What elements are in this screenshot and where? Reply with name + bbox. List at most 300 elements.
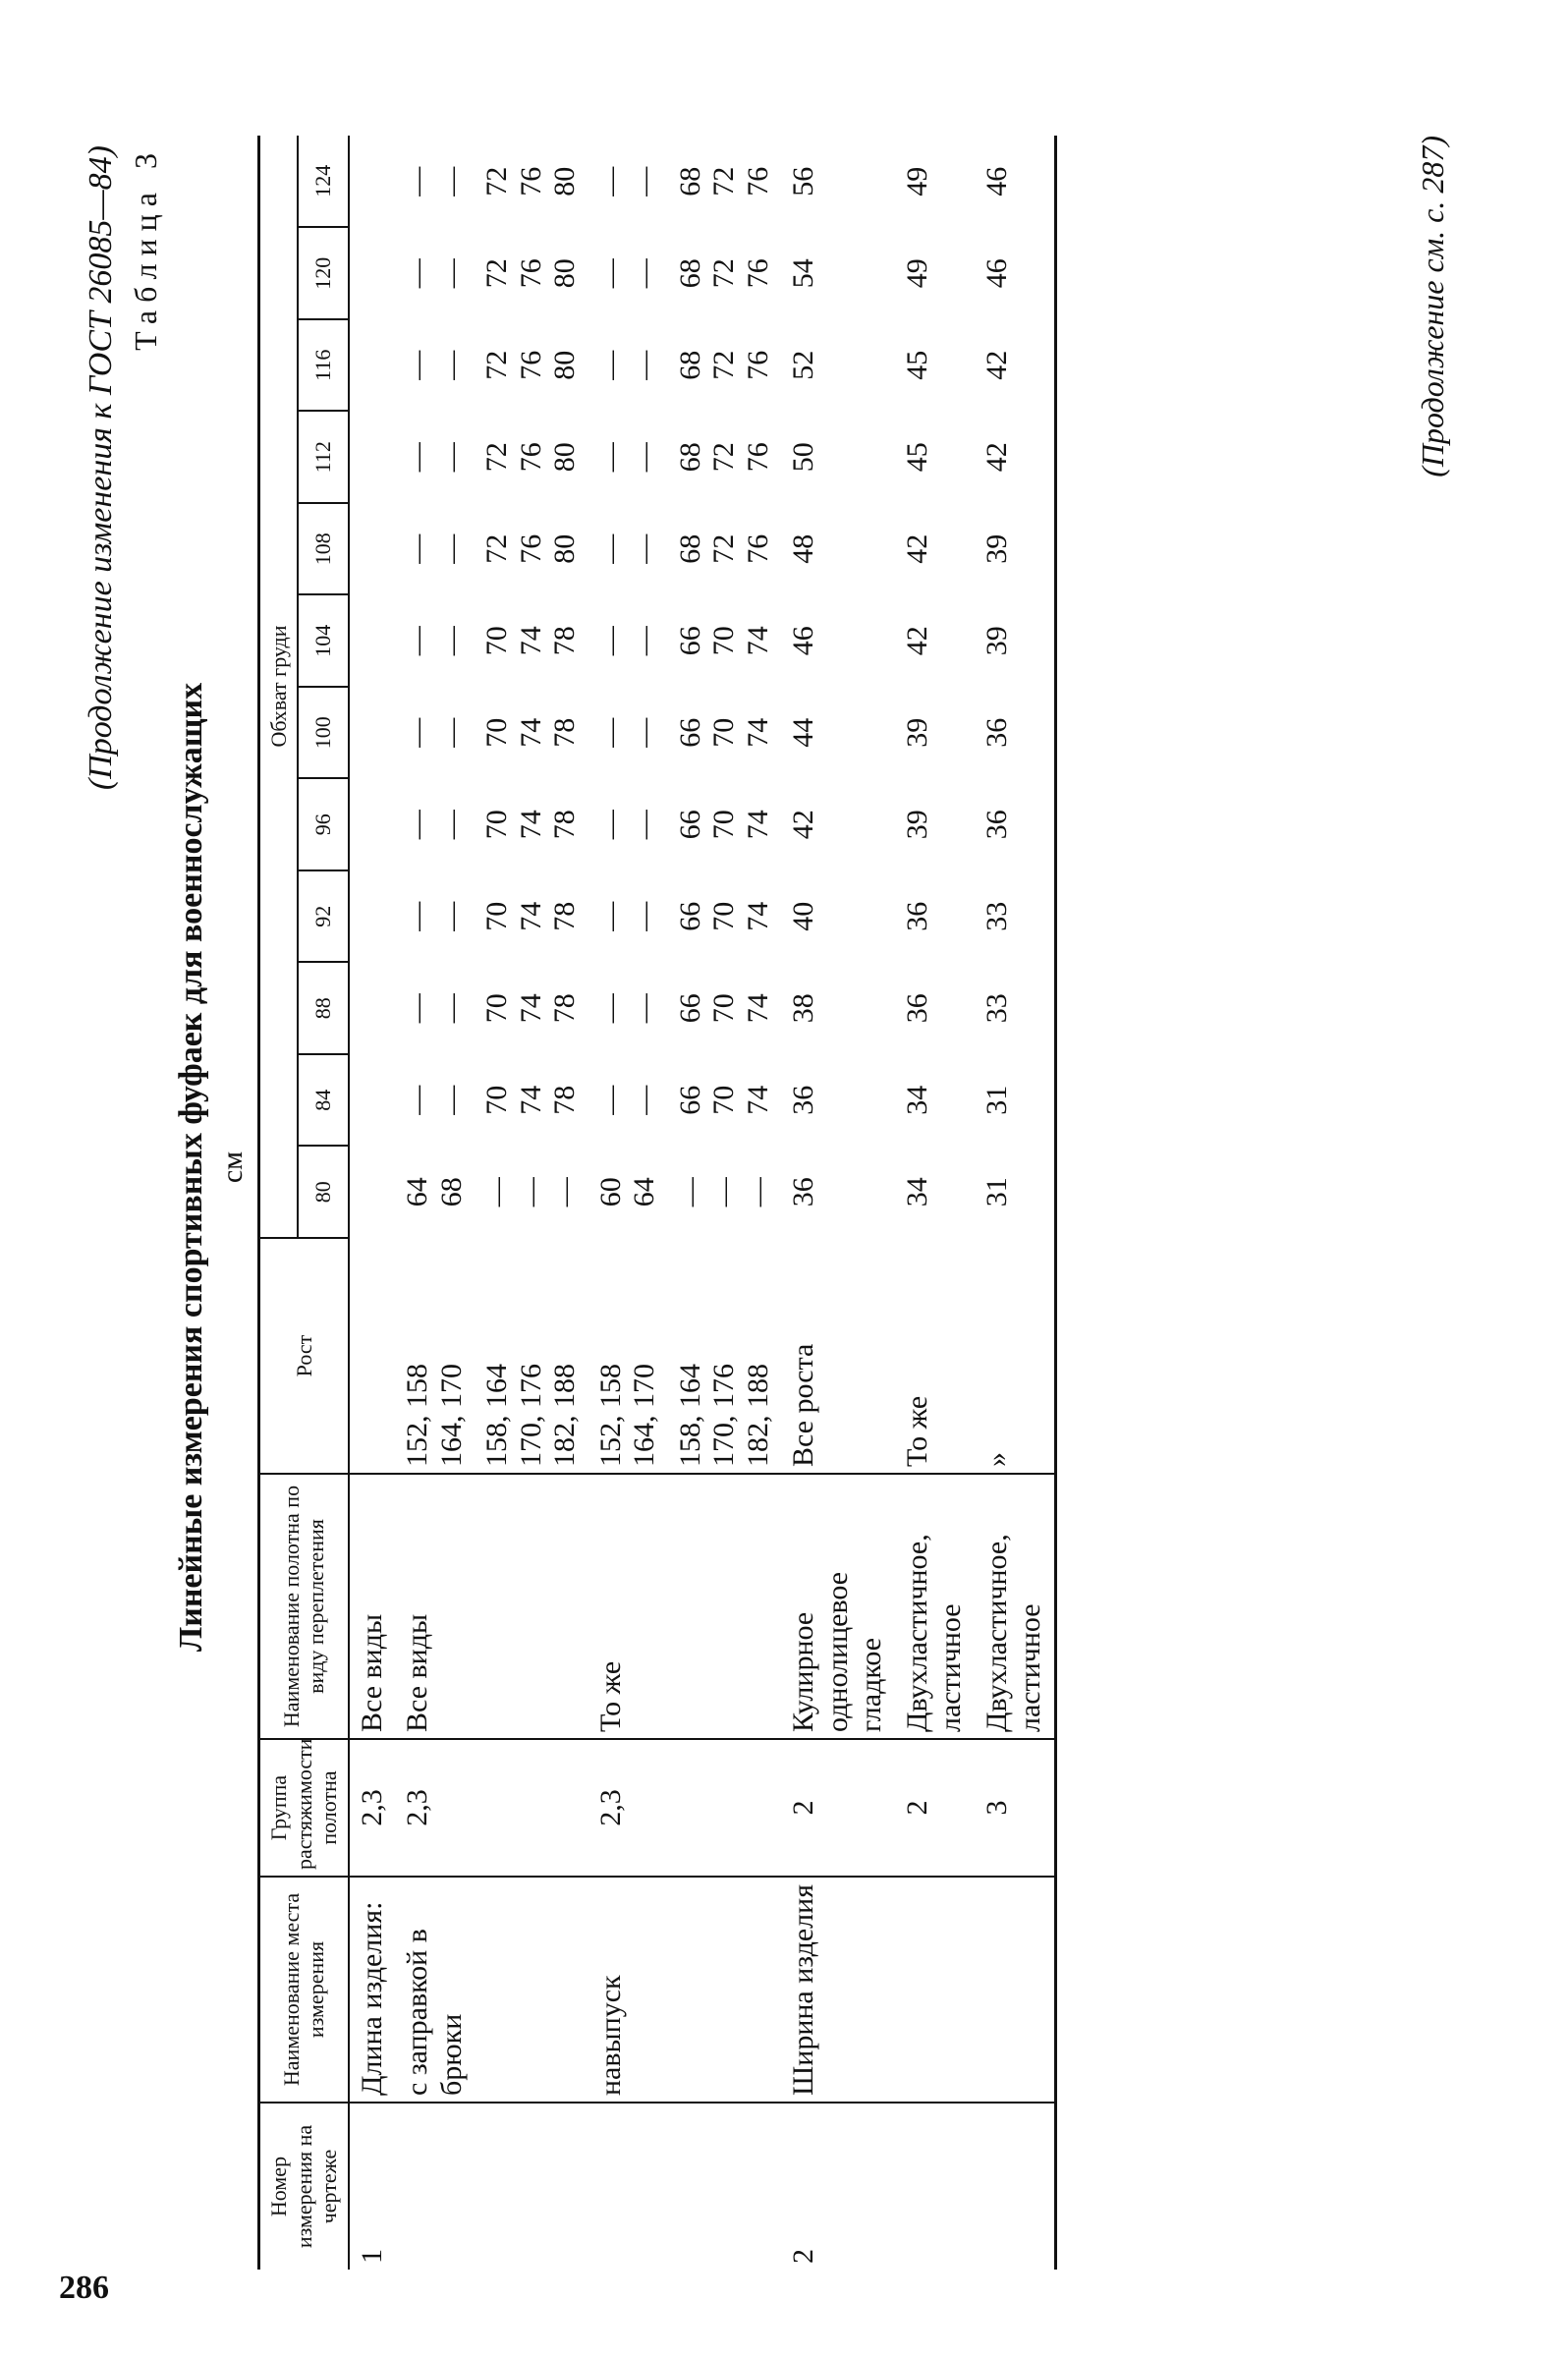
cell-num <box>895 2103 975 2270</box>
col-header-place: Наименование места измерения <box>259 1877 349 2103</box>
measurement-value: — <box>593 993 627 1024</box>
cell-value <box>895 595 975 688</box>
cell-value <box>588 870 668 963</box>
cell-group: 2,3 <box>349 1739 396 1877</box>
cell-value <box>588 503 668 595</box>
measurement-value: 72 <box>707 166 741 196</box>
measurement-value: — <box>628 533 661 564</box>
measurement-value: — <box>593 350 627 380</box>
cell-value <box>975 412 1056 504</box>
measurement-value: 72 <box>480 350 514 380</box>
cell-value <box>781 687 895 779</box>
cell-value <box>349 779 396 871</box>
measurement-value: — <box>707 1177 741 1207</box>
measurement-value: — <box>628 442 661 473</box>
measurement-value: 46 <box>787 626 820 656</box>
measurement-value: 36 <box>900 993 933 1024</box>
measurement-value: 39 <box>980 626 1013 656</box>
measurement-value: 78 <box>548 810 582 840</box>
cell-value <box>475 963 588 1055</box>
cell-value <box>588 412 668 504</box>
cell-num <box>668 2103 782 2270</box>
measurement-value: — <box>401 810 434 840</box>
height-value: 170, 176 <box>707 1364 741 1467</box>
measurement-value: 78 <box>548 901 582 931</box>
cell-height <box>588 1238 668 1474</box>
cell-value <box>895 1054 975 1147</box>
height-value: Все роста <box>787 1343 820 1467</box>
cell-value <box>781 963 895 1055</box>
cell-value <box>668 870 782 963</box>
cell-value <box>668 1054 782 1147</box>
measurement-value: 74 <box>514 901 547 931</box>
cell-value <box>781 595 895 688</box>
cell-value <box>668 595 782 688</box>
cell-value <box>588 319 668 412</box>
cell-place <box>975 1877 1056 2103</box>
cell-value <box>975 963 1056 1055</box>
cell-value <box>781 412 895 504</box>
measurement-value: 70 <box>707 810 741 840</box>
cell-height <box>475 1238 588 1474</box>
cell-group: 2,3 <box>395 1739 475 1877</box>
cell-value <box>395 1054 475 1147</box>
table-row <box>475 136 588 2270</box>
table-row <box>395 136 475 2270</box>
measurement-value: 78 <box>548 626 582 656</box>
cell-value <box>781 1147 895 1239</box>
cell-place <box>475 1877 588 2103</box>
measurement-value: 70 <box>480 810 514 840</box>
col-header-size: 96 <box>298 779 348 871</box>
cell-place: Длина изделия: <box>349 1877 396 2103</box>
cell-value <box>475 319 588 412</box>
table-row <box>588 136 668 2270</box>
measurement-value: 74 <box>514 1085 547 1115</box>
measurement-value: 76 <box>514 533 547 564</box>
measurement-value: — <box>628 1085 661 1115</box>
cell-value <box>781 228 895 320</box>
measurement-value: — <box>434 993 468 1024</box>
measurement-value: 42 <box>980 442 1013 473</box>
cell-value <box>475 687 588 779</box>
measurement-value: 76 <box>741 258 774 289</box>
cell-fabric: Двухластичное, ластичное <box>895 1474 975 1739</box>
cell-height <box>349 1238 396 1474</box>
measurement-value: — <box>434 442 468 473</box>
measurement-value: 70 <box>707 1085 741 1115</box>
measurement-value: 72 <box>480 442 514 473</box>
table-label: Таблица 3 <box>128 145 163 351</box>
cell-value <box>349 319 396 412</box>
measurement-value: — <box>628 810 661 840</box>
cell-value <box>395 412 475 504</box>
measurement-value: 72 <box>707 533 741 564</box>
cell-value <box>668 687 782 779</box>
measurement-value: 70 <box>480 993 514 1024</box>
measurement-value: 70 <box>480 901 514 931</box>
measurement-value: — <box>401 901 434 931</box>
cell-value <box>668 319 782 412</box>
cell-value <box>475 136 588 228</box>
col-header-height: Рост <box>259 1238 349 1474</box>
col-header-group: Группа растяжимости полотна <box>259 1739 349 1877</box>
cell-value <box>895 870 975 963</box>
table-title: Линейные измерения спортивных фуфаек для военнослужащих <box>173 682 209 1653</box>
measurement-value: — <box>593 901 627 931</box>
measurement-value: 72 <box>480 166 514 196</box>
height-value: То же <box>900 1395 933 1467</box>
col-header-fabric: Наименование полотна по виду переплетения <box>259 1474 349 1739</box>
measurement-value: — <box>628 993 661 1024</box>
cell-value <box>895 228 975 320</box>
cell-value <box>975 779 1056 871</box>
measurement-value: — <box>593 810 627 840</box>
cell-value <box>349 595 396 688</box>
measurement-value: — <box>401 626 434 656</box>
cell-height <box>975 1238 1056 1474</box>
measurement-value: 36 <box>980 810 1013 840</box>
measurement-value: 42 <box>900 533 933 564</box>
cell-value <box>588 228 668 320</box>
cell-value <box>349 412 396 504</box>
measurement-value: — <box>548 1177 582 1207</box>
cell-fabric: Все виды <box>349 1474 396 1739</box>
measurement-value: 68 <box>673 258 706 289</box>
cell-value <box>349 503 396 595</box>
col-header-size: 92 <box>298 870 348 963</box>
cell-value <box>395 687 475 779</box>
cell-value <box>975 1147 1056 1239</box>
cell-value <box>349 136 396 228</box>
cell-value <box>781 870 895 963</box>
page-number: 286 <box>59 2270 109 2306</box>
measurement-value: 40 <box>787 901 820 931</box>
cell-value <box>668 1147 782 1239</box>
measurement-value: 76 <box>514 166 547 196</box>
measurement-value: — <box>593 533 627 564</box>
cell-fabric: То же <box>588 1474 668 1739</box>
measurement-value: 44 <box>787 717 820 748</box>
col-header-num: Номер измерения на чертеже <box>259 2103 349 2270</box>
measurement-value: 76 <box>514 258 547 289</box>
measurement-value: — <box>401 993 434 1024</box>
cell-value <box>668 228 782 320</box>
cell-value <box>668 136 782 228</box>
measurement-value: 68 <box>434 1177 468 1207</box>
cell-value <box>668 779 782 871</box>
measurement-value: 52 <box>787 350 820 380</box>
table-body <box>349 136 1056 2270</box>
table-row <box>668 136 782 2270</box>
measurement-value: 36 <box>900 901 933 931</box>
cell-value <box>349 870 396 963</box>
cell-place: с заправкой в брюки <box>395 1877 475 2103</box>
measurement-value: 74 <box>514 993 547 1024</box>
col-header-size: 104 <box>298 595 348 688</box>
measurement-value: — <box>434 1085 468 1115</box>
cell-fabric: Двухластичное, ластичное <box>975 1474 1056 1739</box>
measurement-value: 66 <box>673 901 706 931</box>
measurement-value: 46 <box>980 258 1013 289</box>
cell-num <box>975 2103 1056 2270</box>
cell-value <box>975 136 1056 228</box>
col-header-chest: Обхват груди <box>259 136 299 1238</box>
measurement-value: 42 <box>980 350 1013 380</box>
measurement-value: — <box>593 717 627 748</box>
measurement-value: — <box>628 258 661 289</box>
measurement-value: 68 <box>673 166 706 196</box>
measurement-value: — <box>401 1085 434 1115</box>
cell-value <box>975 503 1056 595</box>
measurement-value: — <box>401 717 434 748</box>
measurement-value: 49 <box>900 258 933 289</box>
cell-value <box>475 228 588 320</box>
cell-value <box>895 687 975 779</box>
measurement-value: 45 <box>900 350 933 380</box>
measurement-value: 31 <box>980 1085 1013 1115</box>
measurement-value: 34 <box>900 1085 933 1115</box>
measurement-value: — <box>593 166 627 196</box>
cell-value <box>395 228 475 320</box>
measurement-value: 72 <box>707 350 741 380</box>
cell-value <box>588 779 668 871</box>
cell-value <box>895 963 975 1055</box>
measurement-value: 70 <box>480 717 514 748</box>
cell-value <box>781 503 895 595</box>
measurement-value: 33 <box>980 901 1013 931</box>
col-header-size: 124 <box>298 136 348 228</box>
measurement-value: 74 <box>514 626 547 656</box>
header-continuation: (Продолжение изменения к ГОСТ 26085—84) <box>83 145 119 791</box>
table-row <box>895 136 975 2270</box>
measurement-value: 78 <box>548 993 582 1024</box>
measurement-value: 64 <box>628 1177 661 1207</box>
col-header-size: 112 <box>298 412 348 504</box>
cell-value <box>349 1054 396 1147</box>
cell-num: 2 <box>781 2103 895 2270</box>
col-header-size: 116 <box>298 319 348 412</box>
cell-value <box>781 136 895 228</box>
measurement-value: — <box>401 533 434 564</box>
cell-value <box>395 963 475 1055</box>
cell-num <box>475 2103 588 2270</box>
measurement-value: 70 <box>707 626 741 656</box>
cell-value <box>475 412 588 504</box>
measurements-table <box>257 136 1057 2270</box>
cell-num <box>395 2103 475 2270</box>
measurement-value: 54 <box>787 258 820 289</box>
cell-group <box>475 1739 588 1877</box>
cell-place <box>895 1877 975 2103</box>
measurement-value: — <box>480 1177 514 1207</box>
cell-value <box>588 1054 668 1147</box>
measurement-value: 31 <box>980 1177 1013 1207</box>
cell-value <box>395 503 475 595</box>
cell-place: навыпуск <box>588 1877 668 2103</box>
measurement-value: 76 <box>741 533 774 564</box>
measurement-value: 70 <box>480 626 514 656</box>
measurement-value: 36 <box>787 1085 820 1115</box>
measurement-value: — <box>673 1177 706 1207</box>
measurement-value: 38 <box>787 993 820 1024</box>
table-row <box>975 136 1056 2270</box>
measurement-value: — <box>628 166 661 196</box>
cell-value <box>349 228 396 320</box>
col-header-size: 80 <box>298 1147 348 1239</box>
height-value: 158, 164 <box>673 1364 706 1467</box>
table-row <box>349 136 396 2270</box>
cell-value <box>975 228 1056 320</box>
height-value: 182, 188 <box>741 1364 774 1467</box>
cell-group: 2 <box>781 1739 895 1877</box>
measurement-value: 68 <box>673 442 706 473</box>
cell-fabric: Все виды <box>395 1474 475 1739</box>
cell-height <box>668 1238 782 1474</box>
cell-num <box>588 2103 668 2270</box>
cell-value <box>781 779 895 871</box>
col-header-size: 100 <box>298 687 348 779</box>
cell-value <box>395 1147 475 1239</box>
measurement-value: 76 <box>741 166 774 196</box>
cell-value <box>781 1054 895 1147</box>
measurement-value: 74 <box>514 810 547 840</box>
measurement-value: 78 <box>548 1085 582 1115</box>
cell-value <box>895 503 975 595</box>
cell-group: 2 <box>895 1739 975 1877</box>
col-header-size: 84 <box>298 1054 348 1147</box>
cell-value <box>475 870 588 963</box>
cell-value <box>349 687 396 779</box>
cell-group: 2,3 <box>588 1739 668 1877</box>
measurement-value: 68 <box>673 350 706 380</box>
measurement-value: — <box>434 901 468 931</box>
cell-value <box>588 595 668 688</box>
measurement-value: 72 <box>480 258 514 289</box>
cell-height <box>895 1238 975 1474</box>
measurement-value: 39 <box>900 717 933 748</box>
measurement-value: 36 <box>980 717 1013 748</box>
height-value: 164, 170 <box>434 1364 468 1467</box>
measurement-value: — <box>401 166 434 196</box>
measurement-value: — <box>741 1177 774 1207</box>
height-value: 158, 164 <box>480 1364 514 1467</box>
measurement-value: — <box>593 1085 627 1115</box>
measurement-value: 80 <box>548 166 582 196</box>
measurement-value: 74 <box>741 993 774 1024</box>
measurement-value: — <box>401 258 434 289</box>
measurement-value: 39 <box>980 533 1013 564</box>
cell-group: 3 <box>975 1739 1056 1877</box>
measurement-value: 68 <box>673 533 706 564</box>
measurement-value: — <box>628 717 661 748</box>
measurement-value: 74 <box>741 717 774 748</box>
height-value: 182, 188 <box>548 1364 582 1467</box>
measurement-value: 80 <box>548 350 582 380</box>
cell-value <box>781 319 895 412</box>
measurement-value: 66 <box>673 717 706 748</box>
measurement-value: 70 <box>480 1085 514 1115</box>
cell-value <box>668 963 782 1055</box>
measurement-value: 72 <box>480 533 514 564</box>
cell-value <box>588 136 668 228</box>
measurement-value: 64 <box>401 1177 434 1207</box>
height-value: 152, 158 <box>593 1364 627 1467</box>
measurement-value: — <box>434 350 468 380</box>
measurement-value: 74 <box>741 901 774 931</box>
measurement-value: 72 <box>707 442 741 473</box>
measurement-value: — <box>401 442 434 473</box>
cell-value <box>895 136 975 228</box>
measurement-value: 66 <box>673 810 706 840</box>
cell-height <box>781 1238 895 1474</box>
measurement-value: 50 <box>787 442 820 473</box>
cell-fabric: Кулирное однолицевое гладкое <box>781 1474 895 1739</box>
measurement-value: 70 <box>707 993 741 1024</box>
measurement-value: — <box>514 1177 547 1207</box>
col-header-size: 108 <box>298 503 348 595</box>
cell-value <box>975 1054 1056 1147</box>
measurement-value: — <box>628 901 661 931</box>
measurement-value: — <box>401 350 434 380</box>
measurement-value: 74 <box>514 717 547 748</box>
measurement-value: 74 <box>741 626 774 656</box>
cell-fabric <box>668 1474 782 1739</box>
measurement-value: — <box>434 626 468 656</box>
table-row <box>781 136 895 2270</box>
measurement-value: 36 <box>787 1177 820 1207</box>
cell-value <box>349 1147 396 1239</box>
measurement-value: — <box>434 258 468 289</box>
cell-value <box>668 412 782 504</box>
measurement-value: — <box>593 258 627 289</box>
cell-group <box>668 1739 782 1877</box>
col-header-size: 88 <box>298 963 348 1055</box>
cell-value <box>975 595 1056 688</box>
measurement-value: — <box>628 626 661 656</box>
measurement-value: 78 <box>548 717 582 748</box>
measurement-value: 76 <box>741 442 774 473</box>
cell-value <box>588 963 668 1055</box>
measurement-value: 76 <box>741 350 774 380</box>
cell-value <box>588 1147 668 1239</box>
cell-value <box>475 779 588 871</box>
cell-value <box>395 319 475 412</box>
cell-value <box>475 503 588 595</box>
cell-value <box>475 595 588 688</box>
measurement-value: 48 <box>787 533 820 564</box>
measurement-value: — <box>593 442 627 473</box>
cell-num: 1 <box>349 2103 396 2270</box>
measurement-value: 42 <box>787 810 820 840</box>
cell-value <box>588 687 668 779</box>
footer-continuation: (Продолжение см. с. 287) <box>1415 136 1450 477</box>
measurement-value: — <box>628 350 661 380</box>
cell-value <box>975 319 1056 412</box>
measurement-value: 66 <box>673 993 706 1024</box>
measurement-value: — <box>434 717 468 748</box>
measurement-value: 49 <box>900 166 933 196</box>
cell-height <box>395 1238 475 1474</box>
measurement-value: 66 <box>673 626 706 656</box>
height-value: 164, 170 <box>628 1364 661 1467</box>
measurement-value: 76 <box>514 350 547 380</box>
cell-value <box>895 1147 975 1239</box>
cell-place <box>668 1877 782 2103</box>
measurement-value: 33 <box>980 993 1013 1024</box>
measurement-value: — <box>434 166 468 196</box>
measurement-value: 56 <box>787 166 820 196</box>
